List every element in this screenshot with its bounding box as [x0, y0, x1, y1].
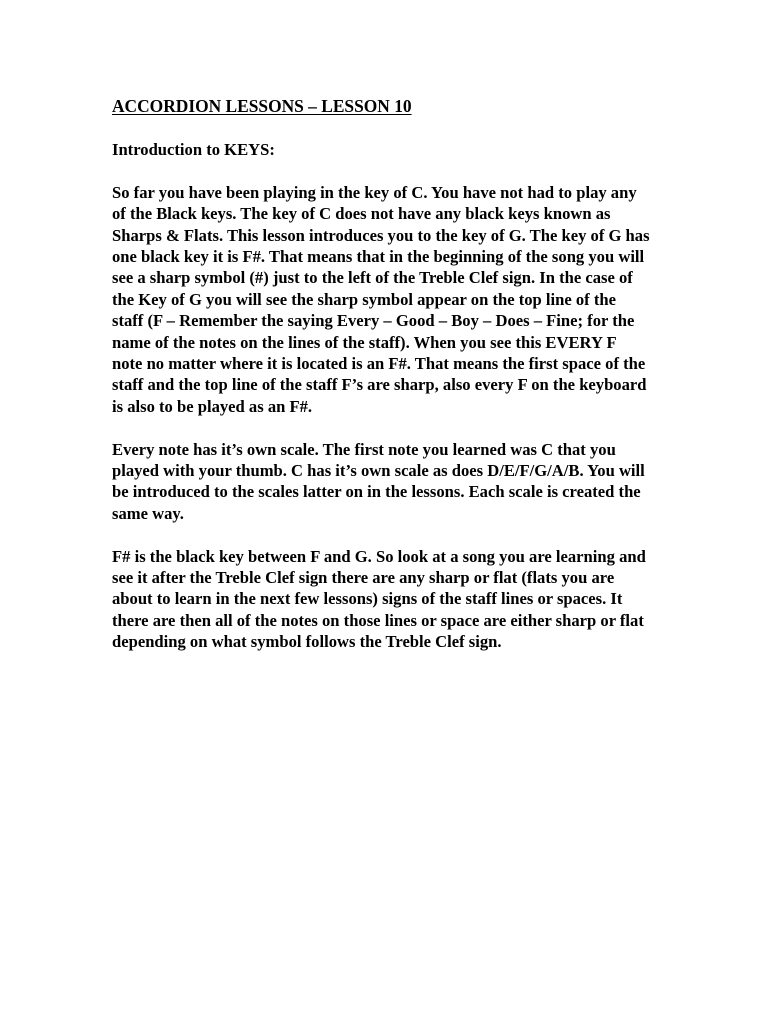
paragraph-scales: Every note has it’s own scale. The first note you learned was C that you played with your thumb. C has it’s own scale as does D/E/F/G/A/B. You will be introduced to the scales latter on in the lessons. Each scale is created the same way.	[112, 439, 645, 523]
section-heading: Introduction to KEYS:	[112, 140, 275, 159]
paragraph-key-of-g: So far you have been playing in the key of C. You have not had to play any of the Black keys. The key of C does not have any black keys known as Sharps & Flats. This lesson introduces you to the key of G. The key of G has one black key it is F#. That means that in the beginning of the song you will see a sharp symbol (#) just to the left of the Treble Clef sign. In the case of the Key of G you will see the sharp symbol appear on the top line of the staff (F – Remember the saying Every – Good – Boy – Does – Fine; for the name of the notes on the lines of the staff). When you see this EVERY F note no matter where it is located is an F#. That means the first space of the staff and the top line of the staff F’s are sharp, also every F on the keyboard is also to be played as an F#.	[112, 182, 650, 416]
document-body	[112, 94, 650, 674]
document-title: ACCORDION LESSONS – LESSON 10	[112, 96, 412, 116]
paragraph-sharps-flats: F# is the black key between F and G. So look at a song you are learning and see it after the Treble Clef sign there are any sharp or flat (flats you are about to learn in the next few lessons) signs of the staff lines or spaces. It there are then all of the notes on those lines or space are either sharp or flat depending on what symbol follows the Treble Clef sign.	[112, 546, 646, 652]
